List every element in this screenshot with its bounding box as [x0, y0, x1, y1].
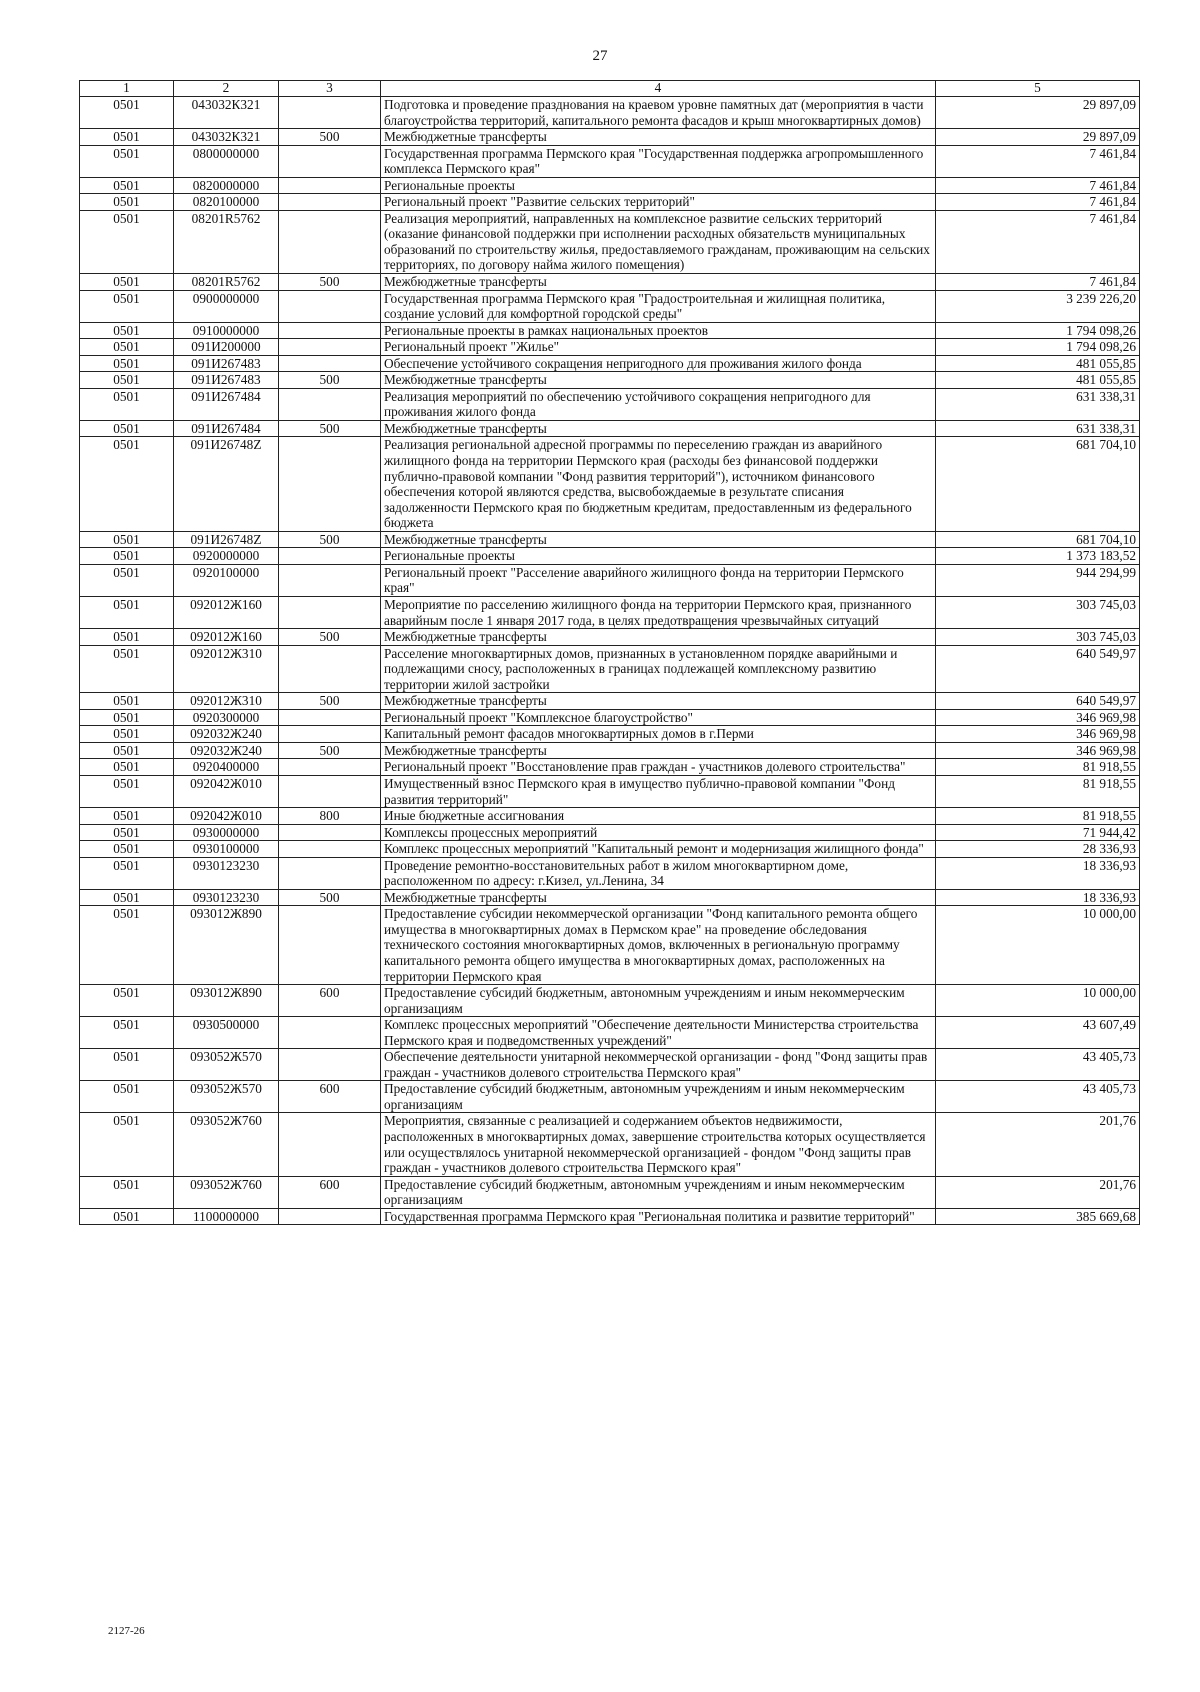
section-code-cell: 0501 — [80, 420, 174, 437]
item-description-cell: Государственная программа Пермского края "Градостроительная и жилищная политика, создание условий для комфортной городской среды" — [381, 290, 936, 322]
section-code-cell: 0501 — [80, 437, 174, 531]
column-header-3: 3 — [279, 81, 381, 97]
amount-cell: 7 461,84 — [936, 210, 1140, 273]
amount-cell: 303 745,03 — [936, 629, 1140, 646]
target-code-cell: 093012Ж890 — [174, 906, 279, 985]
target-code-cell: 091И200000 — [174, 339, 279, 356]
column-header-2: 2 — [174, 81, 279, 97]
amount-cell: 201,76 — [936, 1176, 1140, 1208]
amount-cell: 29 897,09 — [936, 129, 1140, 146]
expense-type-code-cell — [279, 645, 381, 693]
amount-cell: 81 918,55 — [936, 759, 1140, 776]
section-code-cell: 0501 — [80, 1208, 174, 1225]
table-row — [80, 889, 1140, 906]
item-description-cell: Межбюджетные трансферты — [381, 129, 936, 146]
item-description-cell: Региональный проект "Комплексное благоустройство" — [381, 709, 936, 726]
section-code-cell: 0501 — [80, 531, 174, 548]
amount-cell: 43 405,73 — [936, 1049, 1140, 1081]
target-code-cell: 1100000000 — [174, 1208, 279, 1225]
section-code-cell: 0501 — [80, 726, 174, 743]
table-row — [80, 372, 1140, 389]
expense-type-code-cell — [279, 709, 381, 726]
amount-cell: 481 055,85 — [936, 372, 1140, 389]
target-code-cell: 092012Ж310 — [174, 645, 279, 693]
section-code-cell: 0501 — [80, 824, 174, 841]
table-row — [80, 290, 1140, 322]
table-row — [80, 322, 1140, 339]
section-code-cell: 0501 — [80, 985, 174, 1017]
item-description-cell: Государственная программа Пермского края "Региональная политика и развитие территорий" — [381, 1208, 936, 1225]
amount-cell: 7 461,84 — [936, 194, 1140, 211]
item-description-cell: Реализация мероприятий, направленных на комплексное развитие сельских территорий (оказание финансовой поддержки при исполнении расходных обязательств муниципальных образований по строительству жилья, предоставляемого гражданам, проживающим на сельских территориях, по договору найма жилого помещения) — [381, 210, 936, 273]
section-code-cell: 0501 — [80, 129, 174, 146]
table-row — [80, 531, 1140, 548]
section-code-cell: 0501 — [80, 564, 174, 596]
target-code-cell: 0920000000 — [174, 548, 279, 565]
item-description-cell: Предоставление субсидий бюджетным, автономным учреждениям и иным некоммерческим организациям — [381, 1081, 936, 1113]
target-code-cell: 093052Ж760 — [174, 1176, 279, 1208]
table-row — [80, 742, 1140, 759]
target-code-cell: 0930100000 — [174, 841, 279, 858]
table-row — [80, 355, 1140, 372]
table-row — [80, 388, 1140, 420]
expense-type-code-cell: 500 — [279, 742, 381, 759]
table-row — [80, 177, 1140, 194]
amount-cell: 3 239 226,20 — [936, 290, 1140, 322]
target-code-cell: 091И267484 — [174, 420, 279, 437]
item-description-cell: Мероприятие по расселению жилищного фонда на территории Пермского края, признанного аварийным после 1 января 2017 года, в целях предотвращения чрезвычайных ситуаций — [381, 596, 936, 628]
item-description-cell: Реализация мероприятий по обеспечению устойчивого сокращения непригодного для проживания жилого фонда — [381, 388, 936, 420]
table-row — [80, 596, 1140, 628]
target-code-cell: 043032К321 — [174, 97, 279, 129]
target-code-cell: 0930123230 — [174, 889, 279, 906]
page-number: 27 — [592, 48, 608, 64]
expense-type-code-cell: 500 — [279, 531, 381, 548]
table-row — [80, 210, 1140, 273]
amount-cell: 1 794 098,26 — [936, 322, 1140, 339]
amount-cell: 18 336,93 — [936, 857, 1140, 889]
table-row — [80, 906, 1140, 985]
item-description-cell: Реализация региональной адресной программы по переселению граждан из аварийного жилищного фонда на территории Пермского края (расходы без финансовой поддержки публично-правовой компании "Фонд развития территорий"), источником финансового обеспечения которой являются средства, высвобождаемые в результате списания задолженности Пермского края по бюджетным кредитам, предоставленным из федерального бюджета — [381, 437, 936, 531]
target-code-cell: 0820000000 — [174, 177, 279, 194]
table-row — [80, 775, 1140, 807]
section-code-cell: 0501 — [80, 775, 174, 807]
section-code-cell: 0501 — [80, 339, 174, 356]
amount-cell: 71 944,42 — [936, 824, 1140, 841]
amount-cell: 681 704,10 — [936, 531, 1140, 548]
section-code-cell: 0501 — [80, 388, 174, 420]
amount-cell: 43 607,49 — [936, 1017, 1140, 1049]
section-code-cell: 0501 — [80, 645, 174, 693]
item-description-cell: Региональные проекты в рамках национальных проектов — [381, 322, 936, 339]
item-description-cell: Капитальный ремонт фасадов многоквартирных домов в г.Перми — [381, 726, 936, 743]
column-header-4: 4 — [381, 81, 936, 97]
expense-type-code-cell — [279, 564, 381, 596]
section-code-cell: 0501 — [80, 889, 174, 906]
section-code-cell: 0501 — [80, 145, 174, 177]
item-description-cell: Региональный проект "Восстановление прав граждан - участников долевого строительства" — [381, 759, 936, 776]
expense-type-code-cell — [279, 1208, 381, 1225]
column-header-1: 1 — [80, 81, 174, 97]
expense-type-code-cell: 500 — [279, 693, 381, 710]
expense-type-code-cell: 600 — [279, 1176, 381, 1208]
section-code-cell: 0501 — [80, 1049, 174, 1081]
table-header-row — [80, 81, 1140, 97]
target-code-cell: 091И26748Z — [174, 437, 279, 531]
amount-cell: 18 336,93 — [936, 889, 1140, 906]
item-description-cell: Предоставление субсидий бюджетным, автономным учреждениям и иным некоммерческим организациям — [381, 985, 936, 1017]
item-description-cell: Региональные проекты — [381, 177, 936, 194]
section-code-cell: 0501 — [80, 906, 174, 985]
document-code: 2127-26 — [108, 1625, 145, 1637]
section-code-cell: 0501 — [80, 693, 174, 710]
section-code-cell: 0501 — [80, 290, 174, 322]
column-header-5: 5 — [936, 81, 1140, 97]
item-description-cell: Межбюджетные трансферты — [381, 693, 936, 710]
target-code-cell: 0800000000 — [174, 145, 279, 177]
item-description-cell: Расселение многоквартирных домов, признанных в установленном порядке аварийными и подлежащими сносу, расположенных в границах подлежащей комплексному развитию территории жилой застройки — [381, 645, 936, 693]
target-code-cell: 093052Ж760 — [174, 1113, 279, 1176]
table-row — [80, 759, 1140, 776]
target-code-cell: 092012Ж160 — [174, 629, 279, 646]
target-code-cell: 0920400000 — [174, 759, 279, 776]
table-row — [80, 194, 1140, 211]
expense-type-code-cell — [279, 824, 381, 841]
item-description-cell: Межбюджетные трансферты — [381, 274, 936, 291]
item-description-cell: Межбюджетные трансферты — [381, 889, 936, 906]
section-code-cell: 0501 — [80, 742, 174, 759]
expense-type-code-cell: 600 — [279, 1081, 381, 1113]
item-description-cell: Проведение ремонтно-восстановительных работ в жилом многоквартирном доме, расположенном по адресу: г.Кизел, ул.Ленина, 34 — [381, 857, 936, 889]
item-description-cell: Межбюджетные трансферты — [381, 531, 936, 548]
amount-cell: 346 969,98 — [936, 709, 1140, 726]
expense-type-code-cell — [279, 1017, 381, 1049]
expense-type-code-cell — [279, 290, 381, 322]
target-code-cell: 093052Ж570 — [174, 1049, 279, 1081]
amount-cell: 1 373 183,52 — [936, 548, 1140, 565]
item-description-cell: Иные бюджетные ассигнования — [381, 808, 936, 825]
amount-cell: 28 336,93 — [936, 841, 1140, 858]
item-description-cell: Межбюджетные трансферты — [381, 629, 936, 646]
table-row — [80, 985, 1140, 1017]
target-code-cell: 0920100000 — [174, 564, 279, 596]
table-row — [80, 437, 1140, 531]
section-code-cell: 0501 — [80, 1113, 174, 1176]
expense-type-code-cell — [279, 388, 381, 420]
amount-cell: 81 918,55 — [936, 775, 1140, 807]
item-description-cell: Имущественный взнос Пермского края в имущество публично-правовой компании "Фонд развития территорий" — [381, 775, 936, 807]
section-code-cell: 0501 — [80, 841, 174, 858]
amount-cell: 7 461,84 — [936, 145, 1140, 177]
item-description-cell: Межбюджетные трансферты — [381, 372, 936, 389]
expense-type-code-cell — [279, 145, 381, 177]
item-description-cell: Региональный проект "Расселение аварийного жилищного фонда на территории Пермского края" — [381, 564, 936, 596]
target-code-cell: 091И267484 — [174, 388, 279, 420]
expense-type-code-cell: 500 — [279, 129, 381, 146]
table-row — [80, 645, 1140, 693]
target-code-cell: 093012Ж890 — [174, 985, 279, 1017]
expense-type-code-cell — [279, 177, 381, 194]
section-code-cell: 0501 — [80, 1176, 174, 1208]
amount-cell: 944 294,99 — [936, 564, 1140, 596]
amount-cell: 640 549,97 — [936, 645, 1140, 693]
section-code-cell: 0501 — [80, 596, 174, 628]
amount-cell: 346 969,98 — [936, 742, 1140, 759]
amount-cell: 681 704,10 — [936, 437, 1140, 531]
target-code-cell: 0930000000 — [174, 824, 279, 841]
amount-cell: 10 000,00 — [936, 985, 1140, 1017]
item-description-cell: Обеспечение деятельности унитарной некоммерческой организации - фонд "Фонд защиты прав граждан - участников долевого строительства Пермского края" — [381, 1049, 936, 1081]
section-code-cell: 0501 — [80, 759, 174, 776]
target-code-cell: 0900000000 — [174, 290, 279, 322]
expense-type-code-cell — [279, 210, 381, 273]
amount-cell: 1 794 098,26 — [936, 339, 1140, 356]
target-code-cell: 08201R5762 — [174, 210, 279, 273]
table-row — [80, 841, 1140, 858]
item-description-cell: Подготовка и проведение празднования на краевом уровне памятных дат (мероприятия в части благоустройства территорий, капитального ремонта фасадов и крыш многоквартирных домов) — [381, 97, 936, 129]
section-code-cell: 0501 — [80, 372, 174, 389]
amount-cell: 481 055,85 — [936, 355, 1140, 372]
table-row — [80, 564, 1140, 596]
table-row — [80, 420, 1140, 437]
item-description-cell: Предоставление субсидий бюджетным, автономным учреждениям и иным некоммерческим организациям — [381, 1176, 936, 1208]
table-row — [80, 97, 1140, 129]
target-code-cell: 092012Ж160 — [174, 596, 279, 628]
item-description-cell: Межбюджетные трансферты — [381, 742, 936, 759]
section-code-cell: 0501 — [80, 1081, 174, 1113]
amount-cell: 10 000,00 — [936, 906, 1140, 985]
item-description-cell: Предоставление субсидии некоммерческой организации "Фонд капитального ремонта общего имущества в многоквартирных домах в Пермском крае" на проведение обследования технического состояния многоквартирных домов, включенных в региональную программу капитального ремонта общего имущества в многоквартирных домах, расположенных на территории Пермского края — [381, 906, 936, 985]
table-row — [80, 548, 1140, 565]
item-description-cell: Комплекс процессных мероприятий "Капитальный ремонт и модернизация жилищного фонда" — [381, 841, 936, 858]
expense-type-code-cell — [279, 339, 381, 356]
expense-type-code-cell — [279, 759, 381, 776]
target-code-cell: 092012Ж310 — [174, 693, 279, 710]
table-row — [80, 857, 1140, 889]
amount-cell: 640 549,97 — [936, 693, 1140, 710]
amount-cell: 7 461,84 — [936, 177, 1140, 194]
target-code-cell: 091И267483 — [174, 372, 279, 389]
item-description-cell: Комплекс процессных мероприятий "Обеспечение деятельности Министерства строительства Пермского края и подведомственных учреждений" — [381, 1017, 936, 1049]
expense-type-code-cell: 500 — [279, 629, 381, 646]
amount-cell: 201,76 — [936, 1113, 1140, 1176]
table-row — [80, 1049, 1140, 1081]
expense-type-code-cell: 500 — [279, 420, 381, 437]
table-row — [80, 808, 1140, 825]
section-code-cell: 0501 — [80, 355, 174, 372]
amount-cell: 303 745,03 — [936, 596, 1140, 628]
item-description-cell: Обеспечение устойчивого сокращения непригодного для проживания жилого фонда — [381, 355, 936, 372]
table-row — [80, 1081, 1140, 1113]
table-row — [80, 129, 1140, 146]
expense-type-code-cell: 500 — [279, 372, 381, 389]
expense-type-code-cell — [279, 857, 381, 889]
expense-type-code-cell: 500 — [279, 889, 381, 906]
amount-cell: 631 338,31 — [936, 388, 1140, 420]
expense-type-code-cell: 800 — [279, 808, 381, 825]
target-code-cell: 091И26748Z — [174, 531, 279, 548]
expense-type-code-cell — [279, 841, 381, 858]
target-code-cell: 092042Ж010 — [174, 808, 279, 825]
item-description-cell: Государственная программа Пермского края "Государственная поддержка агропромышленного комплекса Пермского края" — [381, 145, 936, 177]
target-code-cell: 0820100000 — [174, 194, 279, 211]
table-row — [80, 824, 1140, 841]
section-code-cell: 0501 — [80, 709, 174, 726]
item-description-cell: Межбюджетные трансферты — [381, 420, 936, 437]
expense-type-code-cell — [279, 194, 381, 211]
amount-cell: 346 969,98 — [936, 726, 1140, 743]
amount-cell: 43 405,73 — [936, 1081, 1140, 1113]
table-row — [80, 274, 1140, 291]
table-row — [80, 1176, 1140, 1208]
table-row — [80, 629, 1140, 646]
target-code-cell: 08201R5762 — [174, 274, 279, 291]
section-code-cell: 0501 — [80, 808, 174, 825]
expense-type-code-cell — [279, 906, 381, 985]
table-row — [80, 693, 1140, 710]
target-code-cell: 091И267483 — [174, 355, 279, 372]
target-code-cell: 0920300000 — [174, 709, 279, 726]
section-code-cell: 0501 — [80, 210, 174, 273]
section-code-cell: 0501 — [80, 97, 174, 129]
amount-cell: 385 669,68 — [936, 1208, 1140, 1225]
expense-type-code-cell — [279, 548, 381, 565]
amount-cell: 29 897,09 — [936, 97, 1140, 129]
item-description-cell: Региональный проект "Жилье" — [381, 339, 936, 356]
item-description-cell: Мероприятия, связанные с реализацией и содержанием объектов недвижимости, расположенных в многоквартирных домах, завершение строительства которых осуществляется или осуществлялось унитарной некоммерческой организацией - фондом "Фонд защиты прав граждан - участников долевого строительства Пермского края" — [381, 1113, 936, 1176]
amount-cell: 81 918,55 — [936, 808, 1140, 825]
expense-type-code-cell: 600 — [279, 985, 381, 1017]
expense-type-code-cell — [279, 596, 381, 628]
expense-type-code-cell — [279, 97, 381, 129]
target-code-cell: 0910000000 — [174, 322, 279, 339]
expense-type-code-cell — [279, 355, 381, 372]
expense-type-code-cell — [279, 726, 381, 743]
section-code-cell: 0501 — [80, 322, 174, 339]
table-row — [80, 1113, 1140, 1176]
table-row — [80, 145, 1140, 177]
target-code-cell: 093052Ж570 — [174, 1081, 279, 1113]
target-code-cell: 092042Ж010 — [174, 775, 279, 807]
target-code-cell: 0930500000 — [174, 1017, 279, 1049]
expense-type-code-cell: 500 — [279, 274, 381, 291]
section-code-cell: 0501 — [80, 548, 174, 565]
target-code-cell: 0930123230 — [174, 857, 279, 889]
budget-table — [79, 80, 1140, 1225]
expense-type-code-cell — [279, 775, 381, 807]
item-description-cell: Региональный проект "Развитие сельских территорий" — [381, 194, 936, 211]
table-row — [80, 1017, 1140, 1049]
table-row — [80, 726, 1140, 743]
item-description-cell: Региональные проекты — [381, 548, 936, 565]
target-code-cell: 092032Ж240 — [174, 726, 279, 743]
table-row — [80, 709, 1140, 726]
table-row — [80, 339, 1140, 356]
table-row — [80, 1208, 1140, 1225]
expense-type-code-cell — [279, 322, 381, 339]
section-code-cell: 0501 — [80, 274, 174, 291]
section-code-cell: 0501 — [80, 857, 174, 889]
section-code-cell: 0501 — [80, 194, 174, 211]
table-body — [80, 97, 1140, 1225]
target-code-cell: 092032Ж240 — [174, 742, 279, 759]
target-code-cell: 043032К321 — [174, 129, 279, 146]
amount-cell: 7 461,84 — [936, 274, 1140, 291]
section-code-cell: 0501 — [80, 1017, 174, 1049]
expense-type-code-cell — [279, 1113, 381, 1176]
expense-type-code-cell — [279, 1049, 381, 1081]
item-description-cell: Комплексы процессных мероприятий — [381, 824, 936, 841]
amount-cell: 631 338,31 — [936, 420, 1140, 437]
expense-type-code-cell — [279, 437, 381, 531]
section-code-cell: 0501 — [80, 177, 174, 194]
section-code-cell: 0501 — [80, 629, 174, 646]
